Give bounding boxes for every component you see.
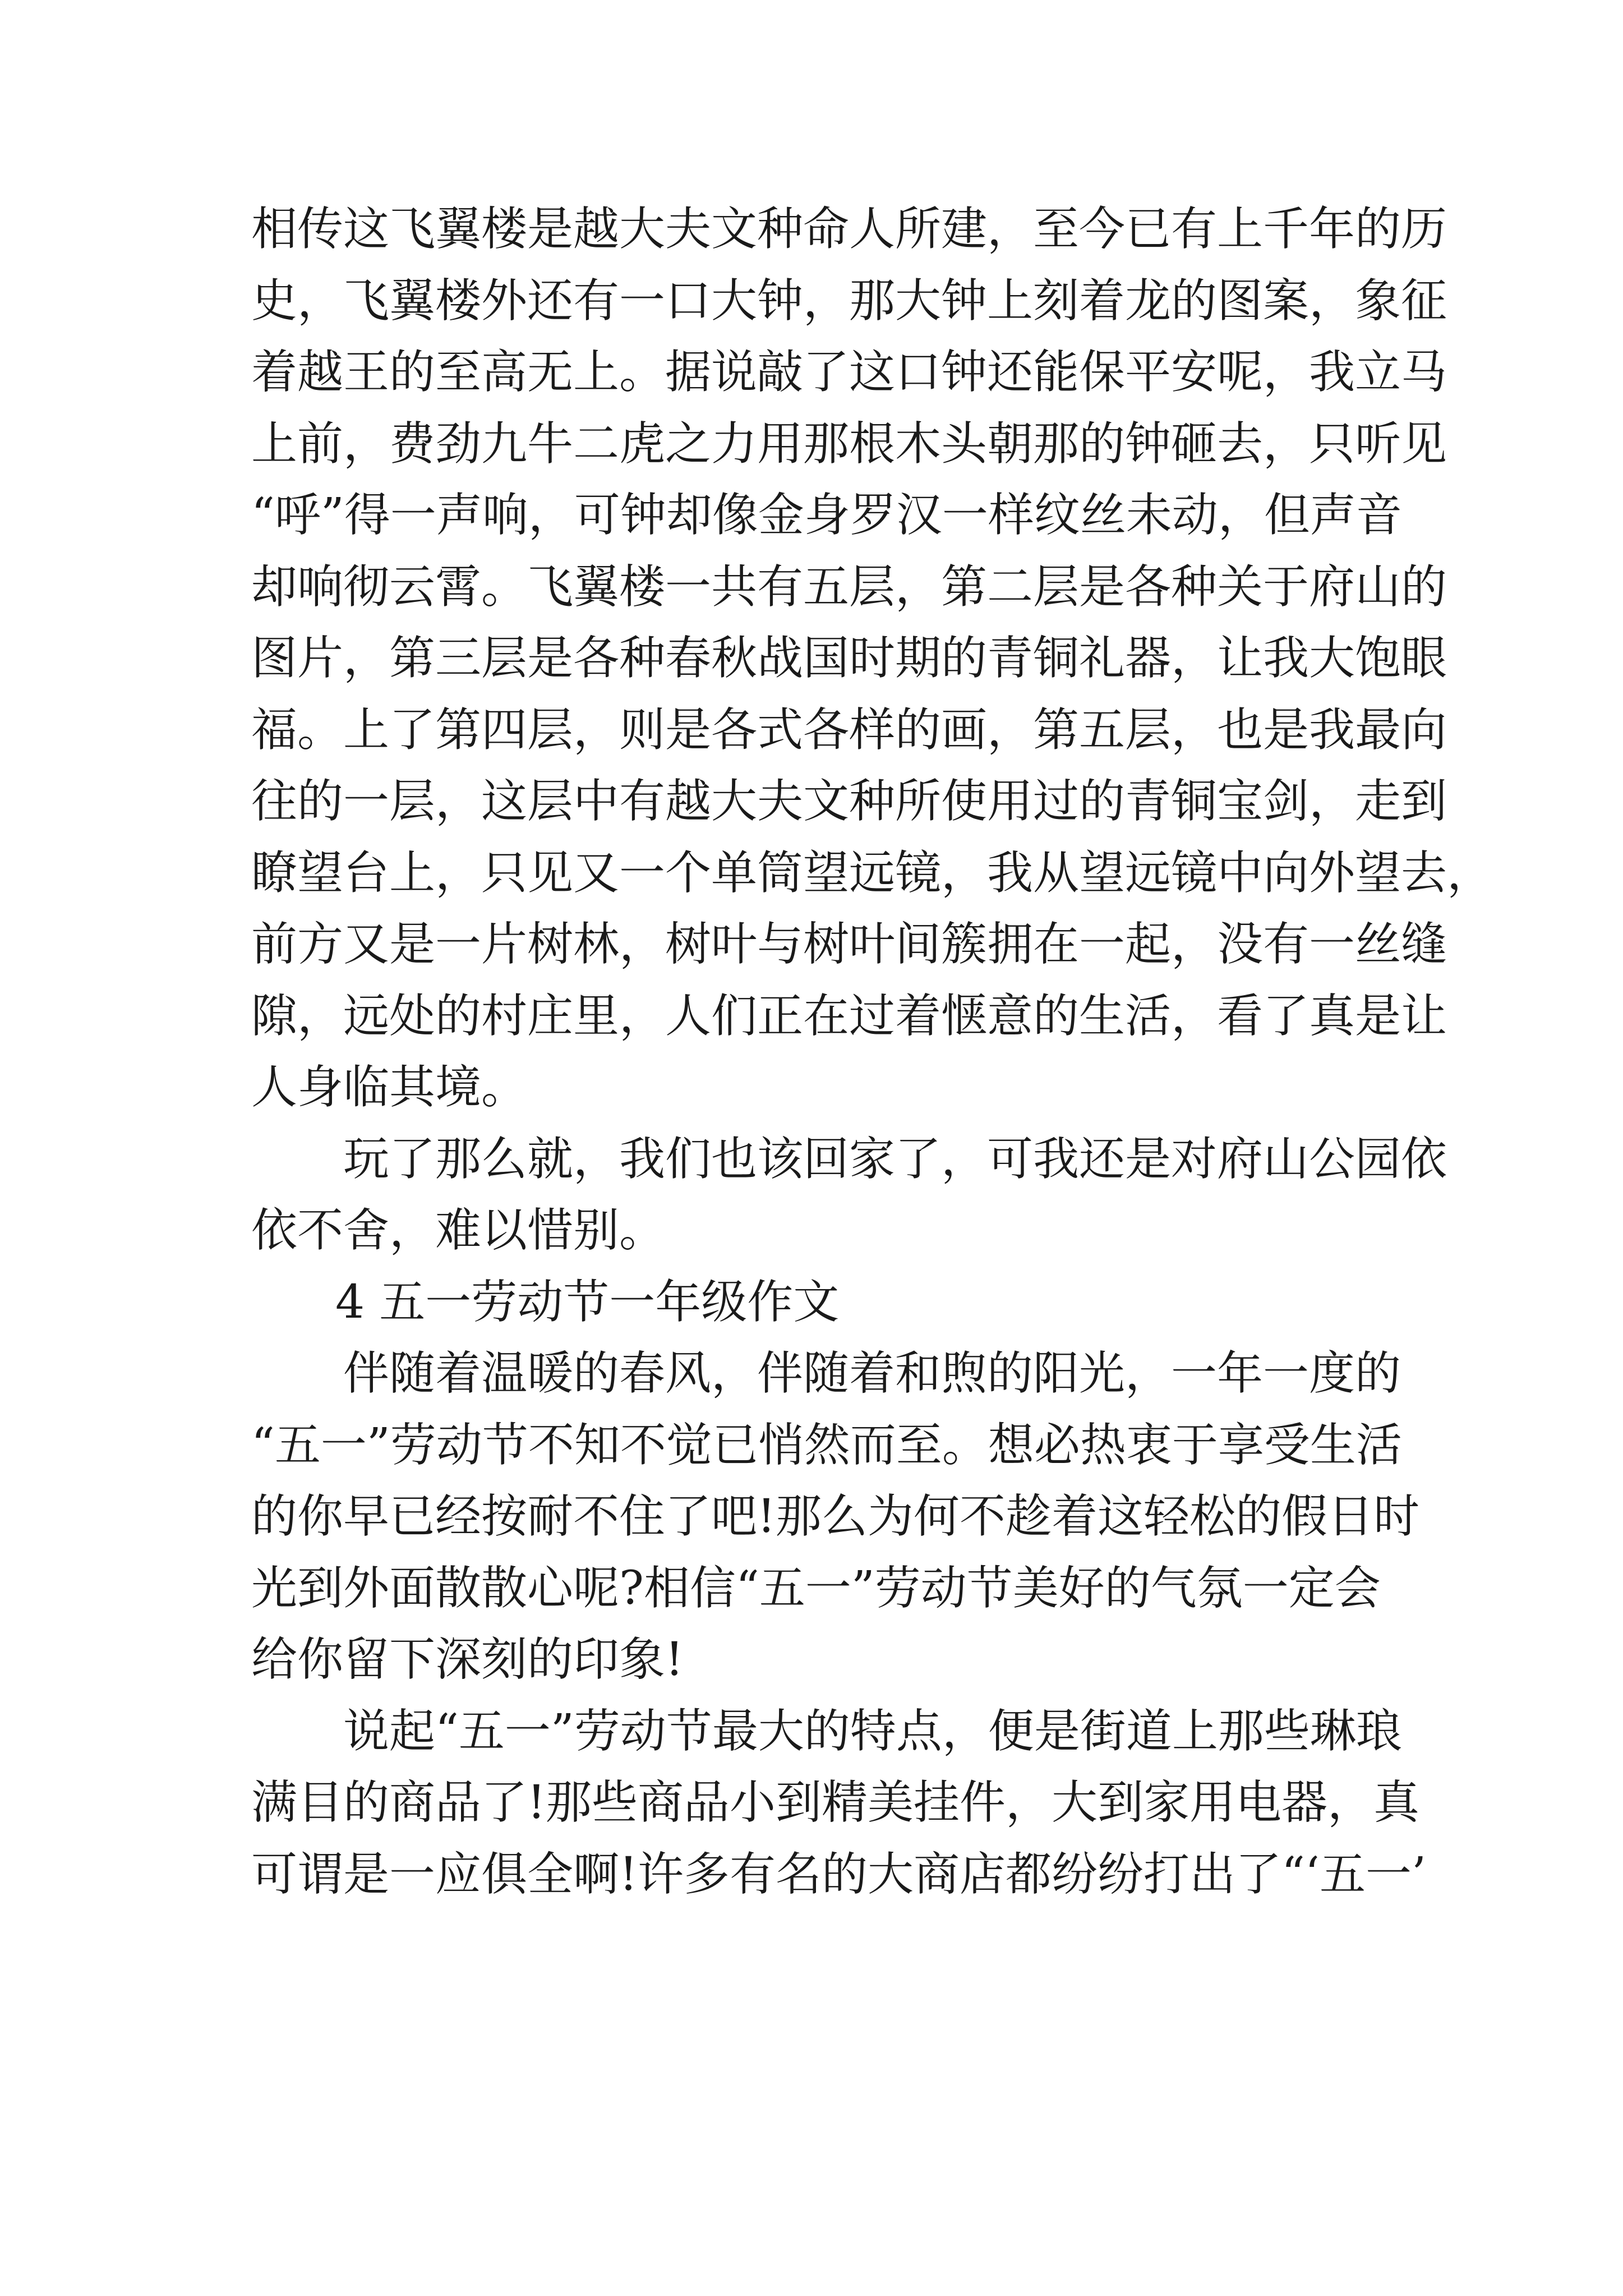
text-line: 可谓是一应俱全啊!许多有名的大商店都纷纷打出了“‘五一’ (251, 1847, 1427, 1901)
text-line: 着越王的至高无上。据说敲了这口钟还能保平安呢，我立马 (251, 346, 1447, 399)
text-line: 满目的商品了!那些商品小到精美挂件，大到家用电器，真 (251, 1776, 1419, 1829)
text-line: 上前，费劲九牛二虎之力用那根木头朝那的钟砸去，只听见 (251, 417, 1447, 471)
section-heading: 4 五一劳动节一年级作文 (335, 1275, 840, 1329)
text-line: 却响彻云霄。飞翼楼一共有五层，第二层是各种关于府山的 (251, 560, 1447, 614)
document-body (251, 194, 1493, 1910)
text-line: 相传这飞翼楼是越大夫文种命人所建，至今已有上千年的历 (251, 203, 1447, 256)
text-line: 史，飞翼楼外还有一口大钟，那大钟上刻着龙的图案，象征 (251, 274, 1447, 328)
text-line: 福。上了第四层，则是各式各样的画，第五层，也是我最向 (251, 703, 1447, 757)
text-line: 图片，第三层是各种春秋战国时期的青铜礼器，让我大饱眼 (251, 632, 1447, 685)
text-line: 前方又是一片树林，树叶与树叶间簇拥在一起，没有一丝缝 (251, 918, 1447, 971)
paragraph-first-line: 说起“五一”劳动节最大的特点，便是街道上那些琳琅 (343, 1704, 1402, 1758)
paragraph-first-line: 玩了那么就，我们也该回家了，可我还是对府山公园依 (343, 1132, 1447, 1186)
text-line: 隙，远处的村庄里，人们正在过着惬意的生活，看了真是让 (251, 989, 1447, 1043)
paragraph-first-line: 伴随着温暖的春风，伴随着和煦的阳光，一年一度的 (343, 1347, 1401, 1400)
text-line: 往的一层，这层中有越大夫文种所使用过的青铜宝剑，走到 (251, 775, 1447, 828)
text-line: 的你早已经按耐不住了吧!那么为何不趁着这轻松的假日时 (251, 1490, 1419, 1543)
text-line: 给你留下深刻的印象! (251, 1633, 684, 1686)
text-line: 依不舍，难以惜别。 (251, 1204, 666, 1257)
text-line: “五一”劳动节不知不觉已悄然而至。想必热衷于享受生活 (251, 1418, 1402, 1472)
text-line: “呼”得一声响，可钟却像金身罗汉一样纹丝未动，但声音 (251, 489, 1402, 542)
text-line: 瞭望台上，只见又一个单筒望远镜，我从望远镜中向外望去， (251, 846, 1493, 900)
text-line: 人身临其境。 (251, 1061, 528, 1114)
text-line: 光到外面散散心呢?相信“五一”劳动节美好的气氛一定会 (251, 1561, 1381, 1615)
